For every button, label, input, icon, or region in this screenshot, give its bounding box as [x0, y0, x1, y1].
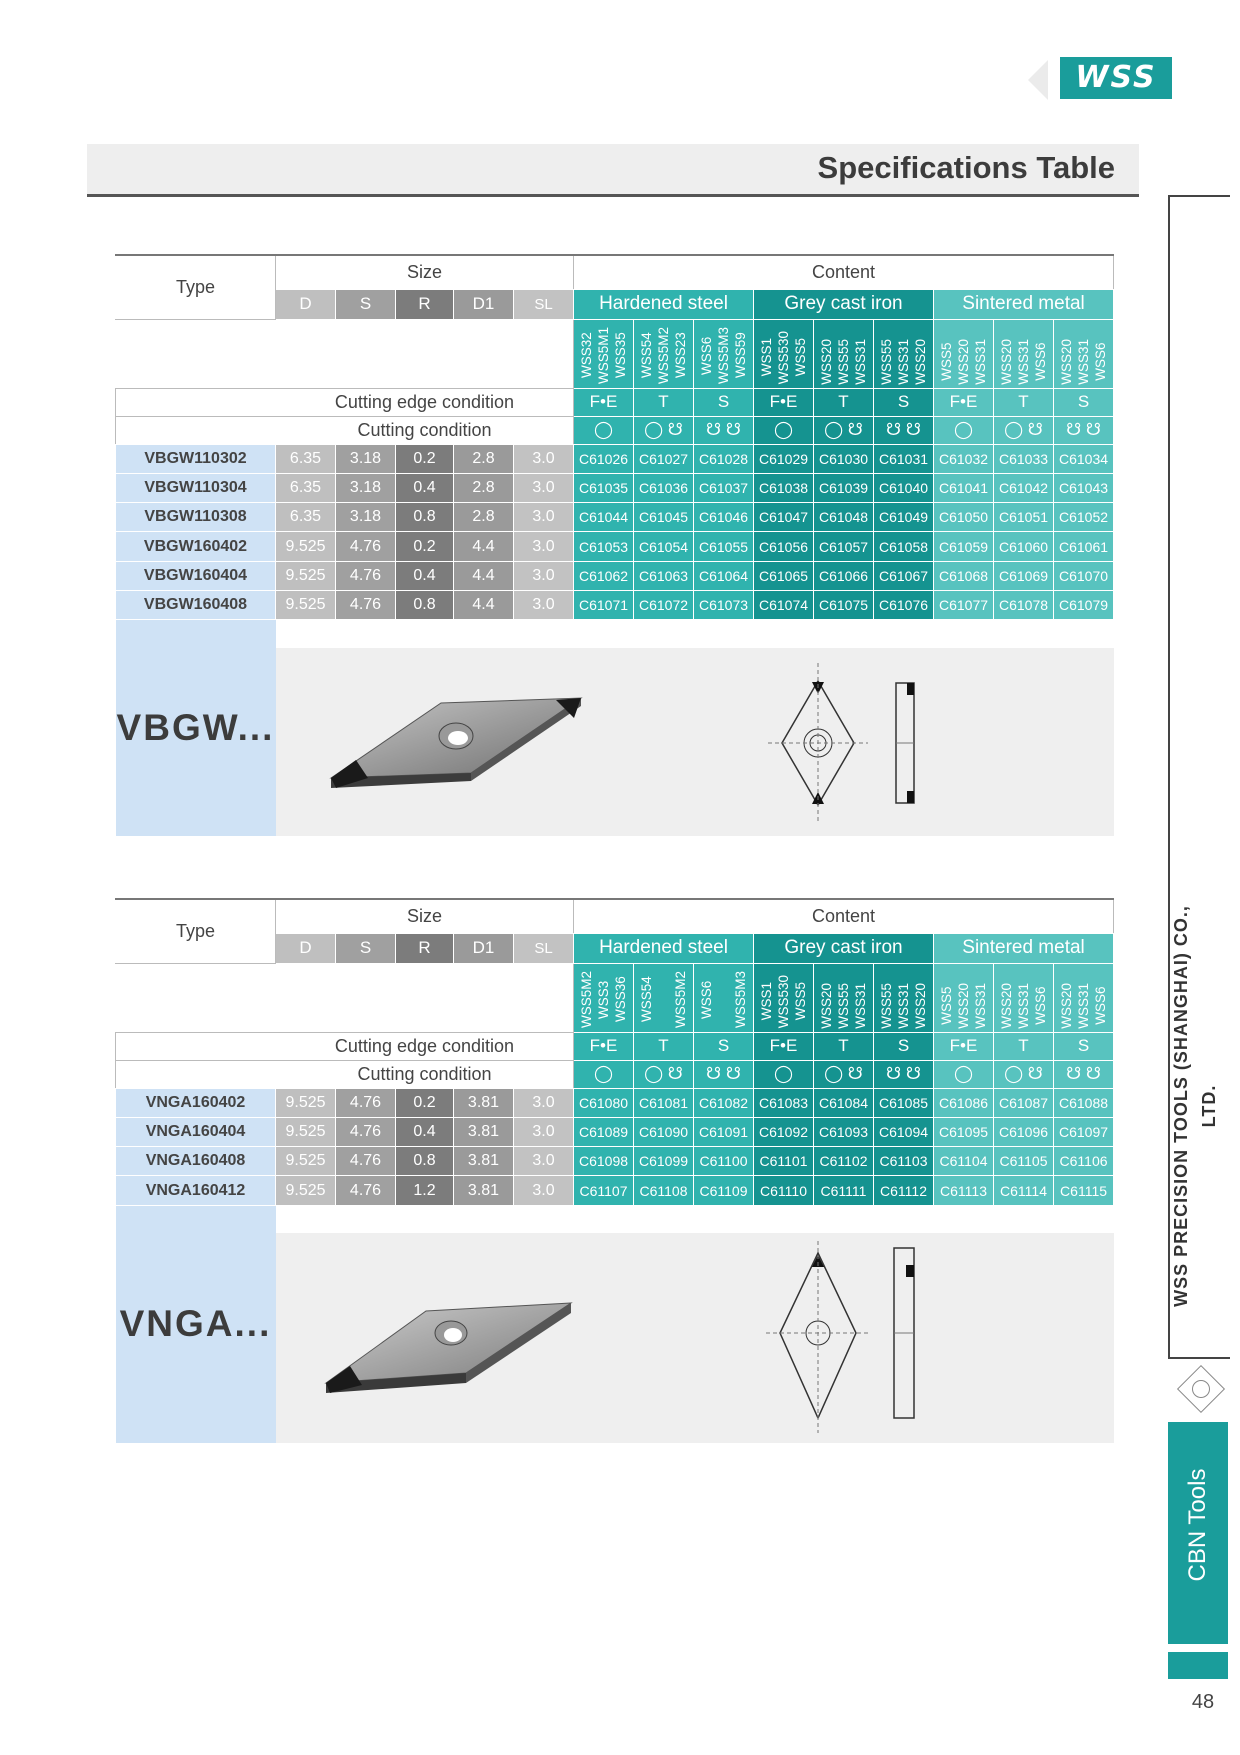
order-code: C61093: [814, 1117, 874, 1146]
size-value-s: 4.76: [336, 590, 396, 619]
grade-list: [874, 963, 934, 1032]
grade-list: [754, 319, 814, 388]
order-code: C61067: [874, 561, 934, 590]
order-code: C61114: [994, 1176, 1054, 1205]
order-code: C61029: [754, 444, 814, 473]
cutting-condition-label: Cutting condition: [276, 416, 574, 444]
order-code: C61081: [634, 1088, 694, 1117]
cutting-condition-symbol: ◯ ☋: [814, 1060, 874, 1088]
spacer-cell: [276, 1205, 1114, 1233]
size-header: Size: [276, 899, 574, 933]
order-code: C61090: [634, 1117, 694, 1146]
order-code: C61033: [994, 444, 1054, 473]
table-row: [116, 444, 1114, 473]
blank-header-cell: [116, 319, 574, 388]
size-value-d: 9.525: [276, 1088, 336, 1117]
order-code: C61100: [694, 1147, 754, 1176]
size-value-d1: 2.8: [454, 503, 514, 532]
edge-condition: S: [874, 388, 934, 416]
material-group-2: Sintered metal: [934, 289, 1114, 319]
edge-condition: T: [814, 388, 874, 416]
grade-list: [634, 963, 694, 1032]
order-code: C61095: [934, 1117, 994, 1146]
grade-list: [814, 319, 874, 388]
order-code: C61044: [574, 503, 634, 532]
order-code: C61041: [934, 473, 994, 502]
edge-condition: S: [1054, 388, 1114, 416]
size-value-sl: 3.0: [514, 444, 574, 473]
order-code: C61097: [1054, 1117, 1114, 1146]
size-value-r: 0.4: [396, 1117, 454, 1146]
series-label: VBGW...: [116, 620, 276, 836]
size-value-d1: 4.4: [454, 532, 514, 561]
grade-list: [874, 319, 934, 388]
grade-text: WSS20 WSS31 WSS6: [1059, 338, 1109, 385]
edge-condition: T: [814, 1032, 874, 1060]
page-title: Specifications Table: [817, 150, 1115, 185]
order-code: C61026: [574, 444, 634, 473]
order-code: C61068: [934, 561, 994, 590]
order-code: C61065: [754, 561, 814, 590]
company-name: WSS PRECISION TOOLS (SHANGHAI) CO., LTD.: [1171, 905, 1219, 1307]
order-code: C61078: [994, 590, 1054, 619]
size-value-d1: 3.81: [454, 1088, 514, 1117]
size-value-sl: 3.0: [514, 1176, 574, 1205]
order-code: C61098: [574, 1147, 634, 1176]
order-code: C61048: [814, 503, 874, 532]
size-value-d1: 3.81: [454, 1117, 514, 1146]
order-code: C61096: [994, 1117, 1054, 1146]
size-value-d: 9.525: [276, 561, 336, 590]
insert-type: VBGW160404: [116, 561, 276, 590]
order-code: C61079: [1054, 590, 1114, 619]
series-label: VNGA...: [116, 1205, 276, 1443]
edge-condition: S: [694, 388, 754, 416]
size-col-sl: [514, 933, 574, 963]
material-group-0: Hardened steel: [574, 289, 754, 319]
order-code: C61036: [634, 473, 694, 502]
size-value-r: 0.2: [396, 532, 454, 561]
cutting-condition-symbol: ☋ ☋: [874, 1060, 934, 1088]
size-col-s: S: [336, 289, 396, 319]
size-value-r: 0.8: [396, 503, 454, 532]
size-value-s: 4.76: [336, 561, 396, 590]
order-code: C61110: [754, 1176, 814, 1205]
order-code: C61062: [574, 561, 634, 590]
size-header: Size: [276, 255, 574, 289]
order-code: C61089: [574, 1117, 634, 1146]
table-row: [116, 561, 1114, 590]
size-col-r: R: [396, 933, 454, 963]
order-code: C61064: [694, 561, 754, 590]
order-code: C61058: [874, 532, 934, 561]
size-value-d1: 2.8: [454, 473, 514, 502]
size-value-s: 3.18: [336, 473, 396, 502]
size-value-s: 4.76: [336, 1147, 396, 1176]
table-row: [116, 1147, 1114, 1176]
cutting-condition-symbol: ◯ ☋: [634, 416, 694, 444]
cutting-condition-symbol: ☋ ☋: [1054, 1060, 1114, 1088]
order-code: C61039: [814, 473, 874, 502]
type-header: Type: [116, 255, 276, 319]
order-code: C61060: [994, 532, 1054, 561]
spacer-cell: [276, 620, 1114, 648]
grade-list: [634, 319, 694, 388]
order-code: C61047: [754, 503, 814, 532]
size-value-d1: 3.81: [454, 1176, 514, 1205]
order-code: C61063: [634, 561, 694, 590]
order-code: C61080: [574, 1088, 634, 1117]
insert-image-area: [276, 648, 1114, 836]
material-group-2: Sintered metal: [934, 933, 1114, 963]
order-code: C61031: [874, 444, 934, 473]
size-col-d: D: [276, 289, 336, 319]
order-code: C61059: [934, 532, 994, 561]
size-value-r: 0.8: [396, 590, 454, 619]
grade-list: [694, 319, 754, 388]
order-code: C61055: [694, 532, 754, 561]
size-value-d: 9.525: [276, 590, 336, 619]
size-col-r: R: [396, 289, 454, 319]
grade-text: WSS20 WSS31 WSS6: [999, 338, 1048, 385]
size-col-s: S: [336, 933, 396, 963]
cutting-condition-symbol: ☋ ☋: [694, 1060, 754, 1088]
grade-text: WSS20 WSS55 WSS31: [819, 338, 868, 385]
order-code: C61092: [754, 1117, 814, 1146]
order-code: C61105: [994, 1147, 1054, 1176]
table-row: [116, 1176, 1114, 1205]
order-code: C61052: [1054, 503, 1114, 532]
order-code: C61084: [814, 1088, 874, 1117]
size-value-d: 9.525: [276, 1117, 336, 1146]
insert-type: VBGW110304: [116, 473, 276, 502]
order-code: C61082: [694, 1088, 754, 1117]
insert-type: VBGW110302: [116, 444, 276, 473]
grade-text: WSS55 WSS31 WSS20: [879, 338, 928, 385]
size-value-d1: 4.4: [454, 590, 514, 619]
insert-type: VBGW110308: [116, 503, 276, 532]
order-code: C61053: [574, 532, 634, 561]
cutting-condition-symbol: ☋ ☋: [694, 416, 754, 444]
order-code: C61032: [934, 444, 994, 473]
order-code: C61028: [694, 444, 754, 473]
size-value-s: 3.18: [336, 503, 396, 532]
insert-type: VNGA160404: [116, 1117, 276, 1146]
grade-list: [994, 963, 1054, 1032]
size-value-r: 0.4: [396, 561, 454, 590]
edge-condition: T: [994, 388, 1054, 416]
order-code: C61043: [1054, 473, 1114, 502]
page-number: 48: [1191, 1691, 1215, 1713]
grade-text: WSS6 WSS5M3 WSS59: [699, 327, 748, 385]
size-value-d1: 2.8: [454, 444, 514, 473]
order-code: C61030: [814, 444, 874, 473]
size-value-r: 0.2: [396, 1088, 454, 1117]
size-value-sl: 3.0: [514, 503, 574, 532]
grade-text: WSS54 WSS5M2: [639, 971, 688, 1029]
order-code: C61074: [754, 590, 814, 619]
brand-logo: WSS: [1060, 57, 1172, 99]
order-code: C61061: [1054, 532, 1114, 561]
material-group-0: Hardened steel: [574, 933, 754, 963]
blank-cell: [116, 416, 276, 444]
order-code: C61075: [814, 590, 874, 619]
table-row: [116, 473, 1114, 502]
order-code: C61076: [874, 590, 934, 619]
cutting-condition-symbol: ◯: [574, 416, 634, 444]
size-value-sl: 3.0: [514, 473, 574, 502]
order-code: C61099: [634, 1147, 694, 1176]
order-code: C61077: [934, 590, 994, 619]
size-value-s: 4.76: [336, 1176, 396, 1205]
type-header: Type: [116, 899, 276, 963]
size-value-sl: 3.0: [514, 532, 574, 561]
cutting-condition-symbol: ☋ ☋: [1054, 416, 1114, 444]
order-code: C61091: [694, 1117, 754, 1146]
size-value-sl: 3.0: [514, 1147, 574, 1176]
size-value-r: 0.8: [396, 1147, 454, 1176]
size-value-d: 9.525: [276, 1176, 336, 1205]
order-code: C61040: [874, 473, 934, 502]
table-row: [116, 503, 1114, 532]
material-group-1: Grey cast iron: [754, 933, 934, 963]
order-code: C61049: [874, 503, 934, 532]
edge-condition: F•E: [934, 388, 994, 416]
order-code: C61085: [874, 1088, 934, 1117]
cutting-condition-label: Cutting condition: [276, 1060, 574, 1088]
edge-condition: F•E: [934, 1032, 994, 1060]
grade-list: [574, 319, 634, 388]
size-value-d1: 3.81: [454, 1147, 514, 1176]
grade-text: WSS20 WSS31 WSS6: [1059, 982, 1109, 1029]
content-header: Content: [574, 899, 1114, 933]
edge-condition-label: Cutting edge condition: [276, 1032, 574, 1060]
order-code: C61102: [814, 1147, 874, 1176]
table-row: [116, 590, 1114, 619]
size-value-sl: 3.0: [514, 1088, 574, 1117]
edge-condition: S: [874, 1032, 934, 1060]
size-value-s: 3.18: [336, 444, 396, 473]
order-code: C61111: [814, 1176, 874, 1205]
cutting-condition-symbol: ◯ ☋: [814, 416, 874, 444]
cutting-condition-symbol: ◯: [754, 416, 814, 444]
blank-header-cell: [116, 963, 574, 1032]
order-code: C61035: [574, 473, 634, 502]
edge-condition: T: [634, 1032, 694, 1060]
side-accent-bar: [1168, 1652, 1228, 1679]
order-code: C61037: [694, 473, 754, 502]
size-col-sl: [514, 289, 574, 319]
edge-condition: S: [1054, 1032, 1114, 1060]
material-group-1: Grey cast iron: [754, 289, 934, 319]
size-value-d: 9.525: [276, 1147, 336, 1176]
grade-text: WSS55 WSS31 WSS20: [879, 982, 928, 1029]
order-code: C61034: [1054, 444, 1114, 473]
grade-text: WSS1 WSS530 WSS5: [759, 331, 808, 385]
cutting-condition-symbol: ◯ ☋: [994, 1060, 1054, 1088]
order-code: C61108: [634, 1176, 694, 1205]
title-bar: [87, 144, 1139, 197]
order-code: C61107: [574, 1176, 634, 1205]
order-code: C61086: [934, 1088, 994, 1117]
order-code: C61050: [934, 503, 994, 532]
size-value-r: 0.4: [396, 473, 454, 502]
grade-text: WSS6 WSS5M3: [699, 971, 748, 1029]
cutting-condition-symbol: ◯ ☋: [994, 416, 1054, 444]
size-col-d1: D1: [454, 289, 514, 319]
size-col-d: D: [276, 933, 336, 963]
size-col-d1: D1: [454, 933, 514, 963]
order-code: C61112: [874, 1176, 934, 1205]
grade-text: WSS1 WSS530 WSS5: [759, 975, 808, 1029]
order-code: C61115: [1054, 1176, 1114, 1205]
size-value-d: 6.35: [276, 444, 336, 473]
grade-text: WSS54 WSS5M2 WSS23: [639, 327, 688, 385]
insert-type: VBGW160402: [116, 532, 276, 561]
order-code: C61094: [874, 1117, 934, 1146]
edge-condition: T: [994, 1032, 1054, 1060]
grade-list: [1054, 319, 1114, 388]
table-row: [116, 1117, 1114, 1146]
spec-table-vbgw: [115, 254, 1114, 836]
order-code: C61073: [694, 590, 754, 619]
cutting-condition-symbol: ◯: [754, 1060, 814, 1088]
grade-text: WSS32 WSS5M1 WSS35: [579, 327, 628, 385]
diamond-icon: [1177, 1365, 1225, 1413]
order-code: C61027: [634, 444, 694, 473]
spec-table-vnga: [115, 898, 1114, 1443]
size-value-s: 4.76: [336, 1117, 396, 1146]
order-code: C61057: [814, 532, 874, 561]
size-value-r: 0.2: [396, 444, 454, 473]
order-code: C61087: [994, 1088, 1054, 1117]
grade-list: [1054, 963, 1114, 1032]
grade-list: [574, 963, 634, 1032]
edge-condition: F•E: [574, 1032, 634, 1060]
order-code: C61083: [754, 1088, 814, 1117]
order-code: C61106: [1054, 1147, 1114, 1176]
category-label: CBN Tools: [1184, 1468, 1211, 1582]
order-code: C61104: [934, 1147, 994, 1176]
cutting-condition-symbol: ☋ ☋: [874, 416, 934, 444]
order-code: C61069: [994, 561, 1054, 590]
order-code: C61103: [874, 1147, 934, 1176]
size-value-d1: 4.4: [454, 561, 514, 590]
insert-type: VNGA160412: [116, 1176, 276, 1205]
grade-list: [814, 963, 874, 1032]
size-value-s: 4.76: [336, 532, 396, 561]
edge-condition: F•E: [574, 388, 634, 416]
order-code: C61072: [634, 590, 694, 619]
blank-cell: [116, 388, 276, 416]
blank-cell: [116, 1032, 276, 1060]
grade-text: WSS5 WSS20 WSS31: [939, 338, 988, 385]
edge-condition: F•E: [754, 388, 814, 416]
order-code: C61071: [574, 590, 634, 619]
blank-cell: [116, 1060, 276, 1088]
grade-text: WSS20 WSS55 WSS31: [819, 982, 868, 1029]
cutting-condition-symbol: ◯ ☋: [634, 1060, 694, 1088]
size-value-sl: 3.0: [514, 590, 574, 619]
grade-text: WSS20 WSS31 WSS6: [999, 982, 1048, 1029]
order-code: C61070: [1054, 561, 1114, 590]
size-value-s: 4.76: [336, 1088, 396, 1117]
order-code: C61101: [754, 1147, 814, 1176]
insert-type: VNGA160408: [116, 1147, 276, 1176]
cutting-condition-symbol: ◯: [934, 416, 994, 444]
table-row: [116, 532, 1114, 561]
order-code: C61046: [694, 503, 754, 532]
grade-list: [934, 963, 994, 1032]
order-code: C61109: [694, 1176, 754, 1205]
size-col-sl-label: SL: [534, 296, 553, 313]
grade-list: [754, 963, 814, 1032]
grade-list: [694, 963, 754, 1032]
size-value-d: 6.35: [276, 473, 336, 502]
table-row: [116, 1088, 1114, 1117]
insert-type: VNGA160402: [116, 1088, 276, 1117]
insert-type: VBGW160408: [116, 590, 276, 619]
size-value-sl: 3.0: [514, 1117, 574, 1146]
size-value-d: 6.35: [276, 503, 336, 532]
order-code: C61045: [634, 503, 694, 532]
order-code: C61113: [934, 1176, 994, 1205]
grade-text: WSS5 WSS20 WSS31: [939, 982, 988, 1029]
insert-image-area: [276, 1233, 1114, 1443]
edge-condition: T: [634, 388, 694, 416]
insert-illustration: [276, 648, 1112, 836]
cutting-condition-symbol: ◯: [574, 1060, 634, 1088]
insert-illustration: [276, 1233, 1112, 1443]
grade-text: WSS5M2 WSS3 WSS36: [579, 971, 628, 1029]
order-code: C61088: [1054, 1088, 1114, 1117]
size-col-sl-label: SL: [534, 940, 553, 957]
order-code: C61038: [754, 473, 814, 502]
order-code: C61042: [994, 473, 1054, 502]
size-value-d: 9.525: [276, 532, 336, 561]
logo-arrow-icon: [1028, 60, 1048, 100]
edge-condition-label: Cutting edge condition: [276, 388, 574, 416]
order-code: C61051: [994, 503, 1054, 532]
size-value-sl: 3.0: [514, 561, 574, 590]
order-code: C61056: [754, 532, 814, 561]
order-code: C61054: [634, 532, 694, 561]
edge-condition: S: [694, 1032, 754, 1060]
grade-list: [994, 319, 1054, 388]
category-tab: [1168, 1422, 1228, 1644]
edge-condition: F•E: [754, 1032, 814, 1060]
cutting-condition-symbol: ◯: [934, 1060, 994, 1088]
order-code: C61066: [814, 561, 874, 590]
size-value-r: 1.2: [396, 1176, 454, 1205]
grade-list: [934, 319, 994, 388]
content-header: Content: [574, 255, 1114, 289]
